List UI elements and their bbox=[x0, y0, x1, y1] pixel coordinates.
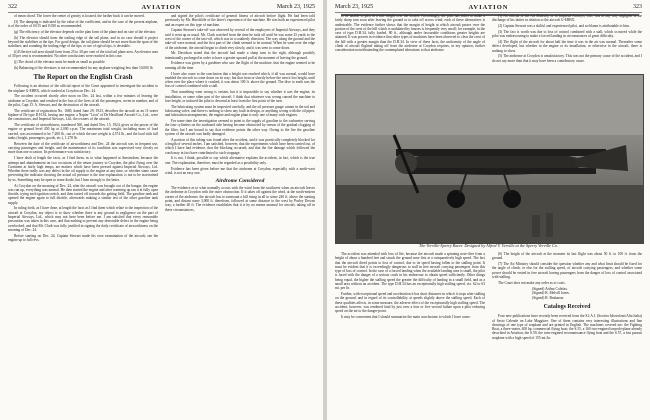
journal-title: AVIATION bbox=[468, 4, 509, 11]
paragraph: The accident was attended with loss of life, because the aircraft made a spinning nose-dive from a height of about a hundred feet and struck the ground nose first at a comparatively high speed. The fact that the aircraft dived points to loss of control, due to its speed having fallen to the stalling point. It must be evident that it is exceedingly dangerous to stall in free aircraft carrying passengers from this type of loss of control. In the case of a forced landing when the available landing area is small, the pilot is faced with the danger of a serious crash in his endeavour to obtain speed sufficiently. Other things being equal, the higher the stalling speed the greater the difficulty of landing in a small field, and as a small area without an accident. The type D.H.34 has an exceptionally high stalling speed, viz. 62 to 63 mi. per hr. bbox=[335, 252, 485, 291]
right-column-3 bbox=[335, 252, 485, 418]
paragraph: The evidence as to what normally occurs with the wind from the southwest when an aircraft leaves the airdrome at Croydon with the outer obstruction. If it takes off against the wind, at the north-eastern corner of the airdrome, the aircraft has to surmount a hill rising in all to some 240 ft. above the starting point, and distant some 3,000 ft. therefrom, followed at some distance to the west by Purley Downs way, a further 40 ft. The evidence establishes that it is by no means unusual for aircraft, taking off in these circumstances, bbox=[165, 186, 315, 212]
paragraph: For some time the investigation seemed to point to the supply of gasoline to the carburetor serving the four cylinders on the starboard side having become obstructed by reason of the gradual clogging of the filter, but I am bound to say that evidence points the other way. Owing to the fire the gasoline system of the aircraft was badly damaged. bbox=[165, 119, 315, 136]
right-page bbox=[327, 0, 650, 420]
paragraph: (3) The fact is worth was due to loss of control combined with a stall, which occurred while the pilot was endeavouring to make a forced landing in circumstances of great difficulty. bbox=[492, 29, 642, 39]
signature-line: (Signed) Arthur Colefax. bbox=[532, 287, 568, 292]
left-column-1 bbox=[8, 14, 158, 244]
paragraph: Mr. Davidson stated that the aircraft had made a sharp turn to the right, although possibly intentionally prolonged in order to have a greater upward pull at the moment of leaving the ground. bbox=[165, 51, 315, 60]
signature-line: (Signed) R. Melvill Jones. bbox=[532, 291, 570, 296]
catalog-section-title: Catalogs Received bbox=[543, 304, 591, 311]
left-page bbox=[0, 0, 323, 420]
subsection-title: Airdrome Considered bbox=[215, 178, 265, 185]
journal-title: AVIATION bbox=[141, 4, 182, 11]
paragraph: In ruling forth, as I have done, at length the facts as I find them which relate to the inspection of the aircraft at Croydon, my object is to show whether there is any ground to negligence on the part of Imperial Airways, Ltd., which may not have been before me. I am satisfied that every reasonable precaution was taken in this case, and that nothing to prevent any detectable defect in the engine being overlooked, and that Mr. Clark was fully justified in signing the daily certificate of airworthiness on the morning of Dec. 24. bbox=[8, 206, 158, 232]
paragraph: (5) The airdrome at Croydon is unsatisfactory. This was not the primary cause of the accident, and I do not say more than that it may have been a contributory cause. bbox=[492, 54, 642, 63]
paragraph: Evidence has been given before me that the airdrome at Croydon, especially with a north-west wind, is not an easy one. bbox=[165, 166, 315, 175]
paragraph: A portion of this tubing was found after the accident, and it was practically completely blocked for a length of several inches. I am satisfied, however, that the experiments which have been carried out, of which I have had evidence, that the blocking occurred, and that the fire damage which followed the crash may in fact have contributed to such stoppage. bbox=[165, 137, 315, 155]
paragraph: Following is an abstract of the official report of the Court appointed to investigate the accident to the airplane G-EBBX, which crashed at Croydon on Dec. 24. bbox=[8, 84, 158, 93]
paragraph: I have also come to the conclusion that a height was reached which, if all was normal, would have enabled the aircraft to come down on its way; but that from or shortly before the turn it lost height, until when over the place where it crashed, it was about 100 ft. above the ground. The dive to earth was the loss of control combined with a stall. bbox=[165, 71, 315, 89]
paragraph: I have dealt at length the facts, as I find them, as to what happened at Amsterdam, because the attempt and abandonment on two occasions of the return journey to Croydon, the pilot flying over the Continent at fairly high temps, are matters which have been pressed against Imperial Airways, Ltd. Whether there really was any defect in the oil supply to the engine at any time, or whether some cause preventing the indicator showing the actual oil pressure is the true explanation, is not to be ascertained by us. Something may be open to some doubt, but I lean strongly to the latter. bbox=[8, 156, 158, 182]
right-column-1 bbox=[335, 14, 485, 72]
paragraph: Between the date of the certificate of airworthiness and Dec. 24 the aircraft was in frequent use, carrying passengers and freight, and the maintenance of its condition was supervised very closely on more than one occasion. Its performance was satisfactory. bbox=[8, 141, 158, 155]
paragraph: (i) Effective tail area should form from 25 to 30 per cent of the total tail plane area. An elevator area of 30 per cent is recommended. No other conclusions were reached in this case. bbox=[8, 50, 158, 59]
signatures bbox=[532, 287, 642, 300]
paragraph: (3) The damping is indicated by the value of the coefficient, and in the case of the present airplane, is of the order of 0.015 and 0.030 as recommended. bbox=[8, 19, 158, 29]
issue-date: March 23, 1925 bbox=[335, 4, 374, 10]
left-column-2 bbox=[165, 14, 315, 213]
paragraph: of mean chord. The lower the center of gravity is located, the farther back it can be moved. bbox=[14, 14, 145, 18]
paragraph: It may be convenient that I should summarise the main conclusions to which I have come: bbox=[341, 315, 471, 320]
right-column-4 bbox=[492, 252, 642, 418]
left-page-header bbox=[8, 3, 315, 13]
intro-list bbox=[8, 14, 158, 70]
paragraph: Captain Stewart's take-off was observed by several of the employees of Imperial Airways, and they said it went up as usual. Mr. Clark watched from the time he took off until he was some 25 yards to the west of the corner of the taxi-off, which was in a southerly direction. The way along the ground and the take-off were normal, and the first part of the climb seemed to be normal. When he went over the edge of the airdrome, the aircraft began to climb very slowly, and it was seen to come down. bbox=[165, 28, 315, 50]
airplane-photo-drawing bbox=[336, 75, 643, 243]
paragraph: It is not, I think, possible to say which alternative explains the accident, in fact, which is the true one. The explanation, therefore, must be regarded as a possibility only. bbox=[165, 156, 315, 165]
paragraph: Further, with exceptional speed and acceleration it has short distances in which it stops after stalling on the ground, and in regard of its controllability at speeds slightly above the stalling speed. Each of these qualities affects, in some measure, the adverse effect of the exceptionally high stalling speed. The accident, however, was rendered fatal by just over a four or five second failure upon a pilot reducing speed on the air to the danger-point. bbox=[335, 292, 485, 314]
paragraph: (1) No official of the Air Ministry, or of Imperial Airways, Ltd., was in any way negligent in the discharge of his duties in relation to the aircraft G-EBBX. bbox=[492, 14, 642, 23]
right-column-2 bbox=[492, 14, 642, 72]
photo-caption: The Verville-Sperry Racer. Designed by Alfred V. Verville at the Sperry Verville Co. bbox=[419, 243, 558, 248]
paragraph: (2) Captain Stewart was a skilful and experienced pilot, and no blame is attributable to him. bbox=[498, 24, 630, 29]
paragraph: (6) The height of the aircraft at the moment its last flight was about 50 ft. to 100 ft. from the ground. bbox=[492, 252, 642, 261]
paragraph: Four new publications have recently been received from the S.I.A.I. (Societa Idrovolanti Alta Italia) of Sesto Calende on Lake Maggiore. One of them contains very interesting illustrations and line drawings of one type of seaplane and are printed in English. The machines covered are: the Fighting Boat, a three-seater, 400 hp. commercial flying boat; the S.55, a 160 two-engined torpedo-plane already described in Aviation; the S.59, the twin-engined reconnaissance flying boat and the S.57, a fast pursuit seaplane with a high speed of 155 mi./hr. bbox=[492, 314, 642, 340]
paragraph: (7) The Air Ministry should consider the question whether any and what limit should be fixed for the angle of climb, or else for the stalling speed, of aircraft carrying passengers, and whether some power should be vested in free aircraft having passengers from the danger of loss of control associated with stalling. bbox=[492, 262, 642, 279]
section-title: The Report on the English Crash bbox=[33, 73, 133, 82]
paragraph: and signed the pilot's certificate of general fitness of aircraft before flight. He had been told previously by Mr. Hinchliffe of the latter's experience of the machine. He was both an experienced pilot and an expert on this type of machine. bbox=[165, 14, 315, 27]
paragraph: (g) The efficiency of the elevator depends on the plan form of the plane and on size of the elevator. bbox=[14, 29, 157, 34]
page-number: 323 bbox=[633, 4, 642, 10]
paragraph: The certificate of airworthiness, numbered 560, and dated Nov. 15, 1924, gives as the power of the engine or ground level 450 hp at 2,000 r.p.m. The maximum total weight, including mass of load carried, was ascertained to be 7,200 lb., out of which the tare weight is 4,574 lb., and the load with full tanks (freight, passengers, goods, etc.), 1,278 lb. bbox=[8, 123, 158, 141]
signature-line: (Signed) R. Brabazon. bbox=[532, 295, 565, 300]
paragraph: The lubricating system must be inspected carefully, and the oil pressure gauge cannot in the tail and lubricating valve, and there is nothing to show any fault in design, or anything wrong with the oil pipes, and lubrication arrangements, the engine and engine plant is only one of many such engines. bbox=[165, 104, 315, 118]
paragraph: The Court does not make any order as to costs. bbox=[498, 280, 566, 285]
paragraph: The certificate of registration No. 1680, dated June 29, 1923, describes the aircraft as an 11-seater biplane of De type D.H.34, having one engine, a Napier "Lion" of De Havilland Aircraft Co., Ltd., were the constructors, and Imperial Airways, Ltd., the owners of the aircraft. bbox=[8, 108, 158, 122]
paragraph: The accident occurred shortly after noon on Dec. 24 last, within a few minutes of leaving the airdrome at Croydon, and resulted in the loss of the lives of all the passengers, seven in number, and of the pilot, Capt. D. A. Stewart, and the destruction of the aircraft. bbox=[8, 94, 158, 107]
paragraph: At Croydon on the morning of Dec. 24, after the aircraft was brought out of the hangar, the engine was run up, everything was normal. He then started the engine and after warming up ran it at fully open throttle, trying each ignition switch, and then taxied off towards the gaiting field. The gasoline tank and opened the engine again to full throttle, afterwards making a similar test of the other gasoline tank supply. bbox=[8, 183, 158, 205]
paragraph: (j) The chord of the elevator must be made as small as possible. bbox=[14, 60, 106, 65]
page-number: 322 bbox=[8, 4, 17, 10]
paragraph: Evidence was given by a gardener who saw the flight of the machine, that the engine seemed to be running all the time. bbox=[165, 61, 315, 70]
right-page-header bbox=[335, 3, 642, 13]
paragraph: (k) Balancing of the elevators is not recommended for any airplane weighing less than 10,000 lb. bbox=[14, 65, 154, 70]
paragraph: That something went wrong is certain, but it is impossible to say whether it was the engine, its installation, or some other part of the aircraft. I think that whatever was wrong caused the machine to lose height, or induced the pilot to descend at least from the first point of the turn. bbox=[165, 90, 315, 103]
paragraph: (4) The flight of the aircraft for about half the time it was in the air was normal. Thereafter some defect developed, but whether in the engine or its installation, or otherwise in the aircraft, there is nothing to show. bbox=[492, 39, 642, 53]
paragraph: (h) The elevator should form the trailing edge of the tail plane, and in no case should it project beyond the stabilizer at the tips. For good design, the tail plane should be not more than the span of the stabilizer, and rounding the trailing edge of the tips, or use of ogival tips, is desirable. bbox=[8, 35, 158, 49]
paragraph: to be unable to pass at a safe height over the houses. Accordingly, the pilot has either to make a fairly sharp turn soon after leaving the ground or to take off across wind; each of these alternatives is undesirable. The evidence further shows that the margin of height at which aircraft passes over the portion of the crest of the hill which is undulated by houses is frequently very small; for example, in the case of type D.H.34, fully loaded, 80 ft., although under favourable conditions greater heights are attained. It was proven in evidence that other types of machines have been observed to clear the crest of the hill with a greater margin than the D.H.34. In view of these facts, the uniformity of the angle of climb of aircraft flighted taking off from the airdrome at Croydon requires, in my opinion, further consideration notwithstanding the contemplated alterations to that airdrome. bbox=[335, 14, 485, 53]
racer-photo bbox=[335, 74, 644, 244]
paragraph: Before starting on Dec. 24, Captain Stewart made his own examination of the aircraft, ran the engine up to full revs. bbox=[8, 233, 158, 243]
issue-date: March 23, 1925 bbox=[276, 4, 315, 10]
